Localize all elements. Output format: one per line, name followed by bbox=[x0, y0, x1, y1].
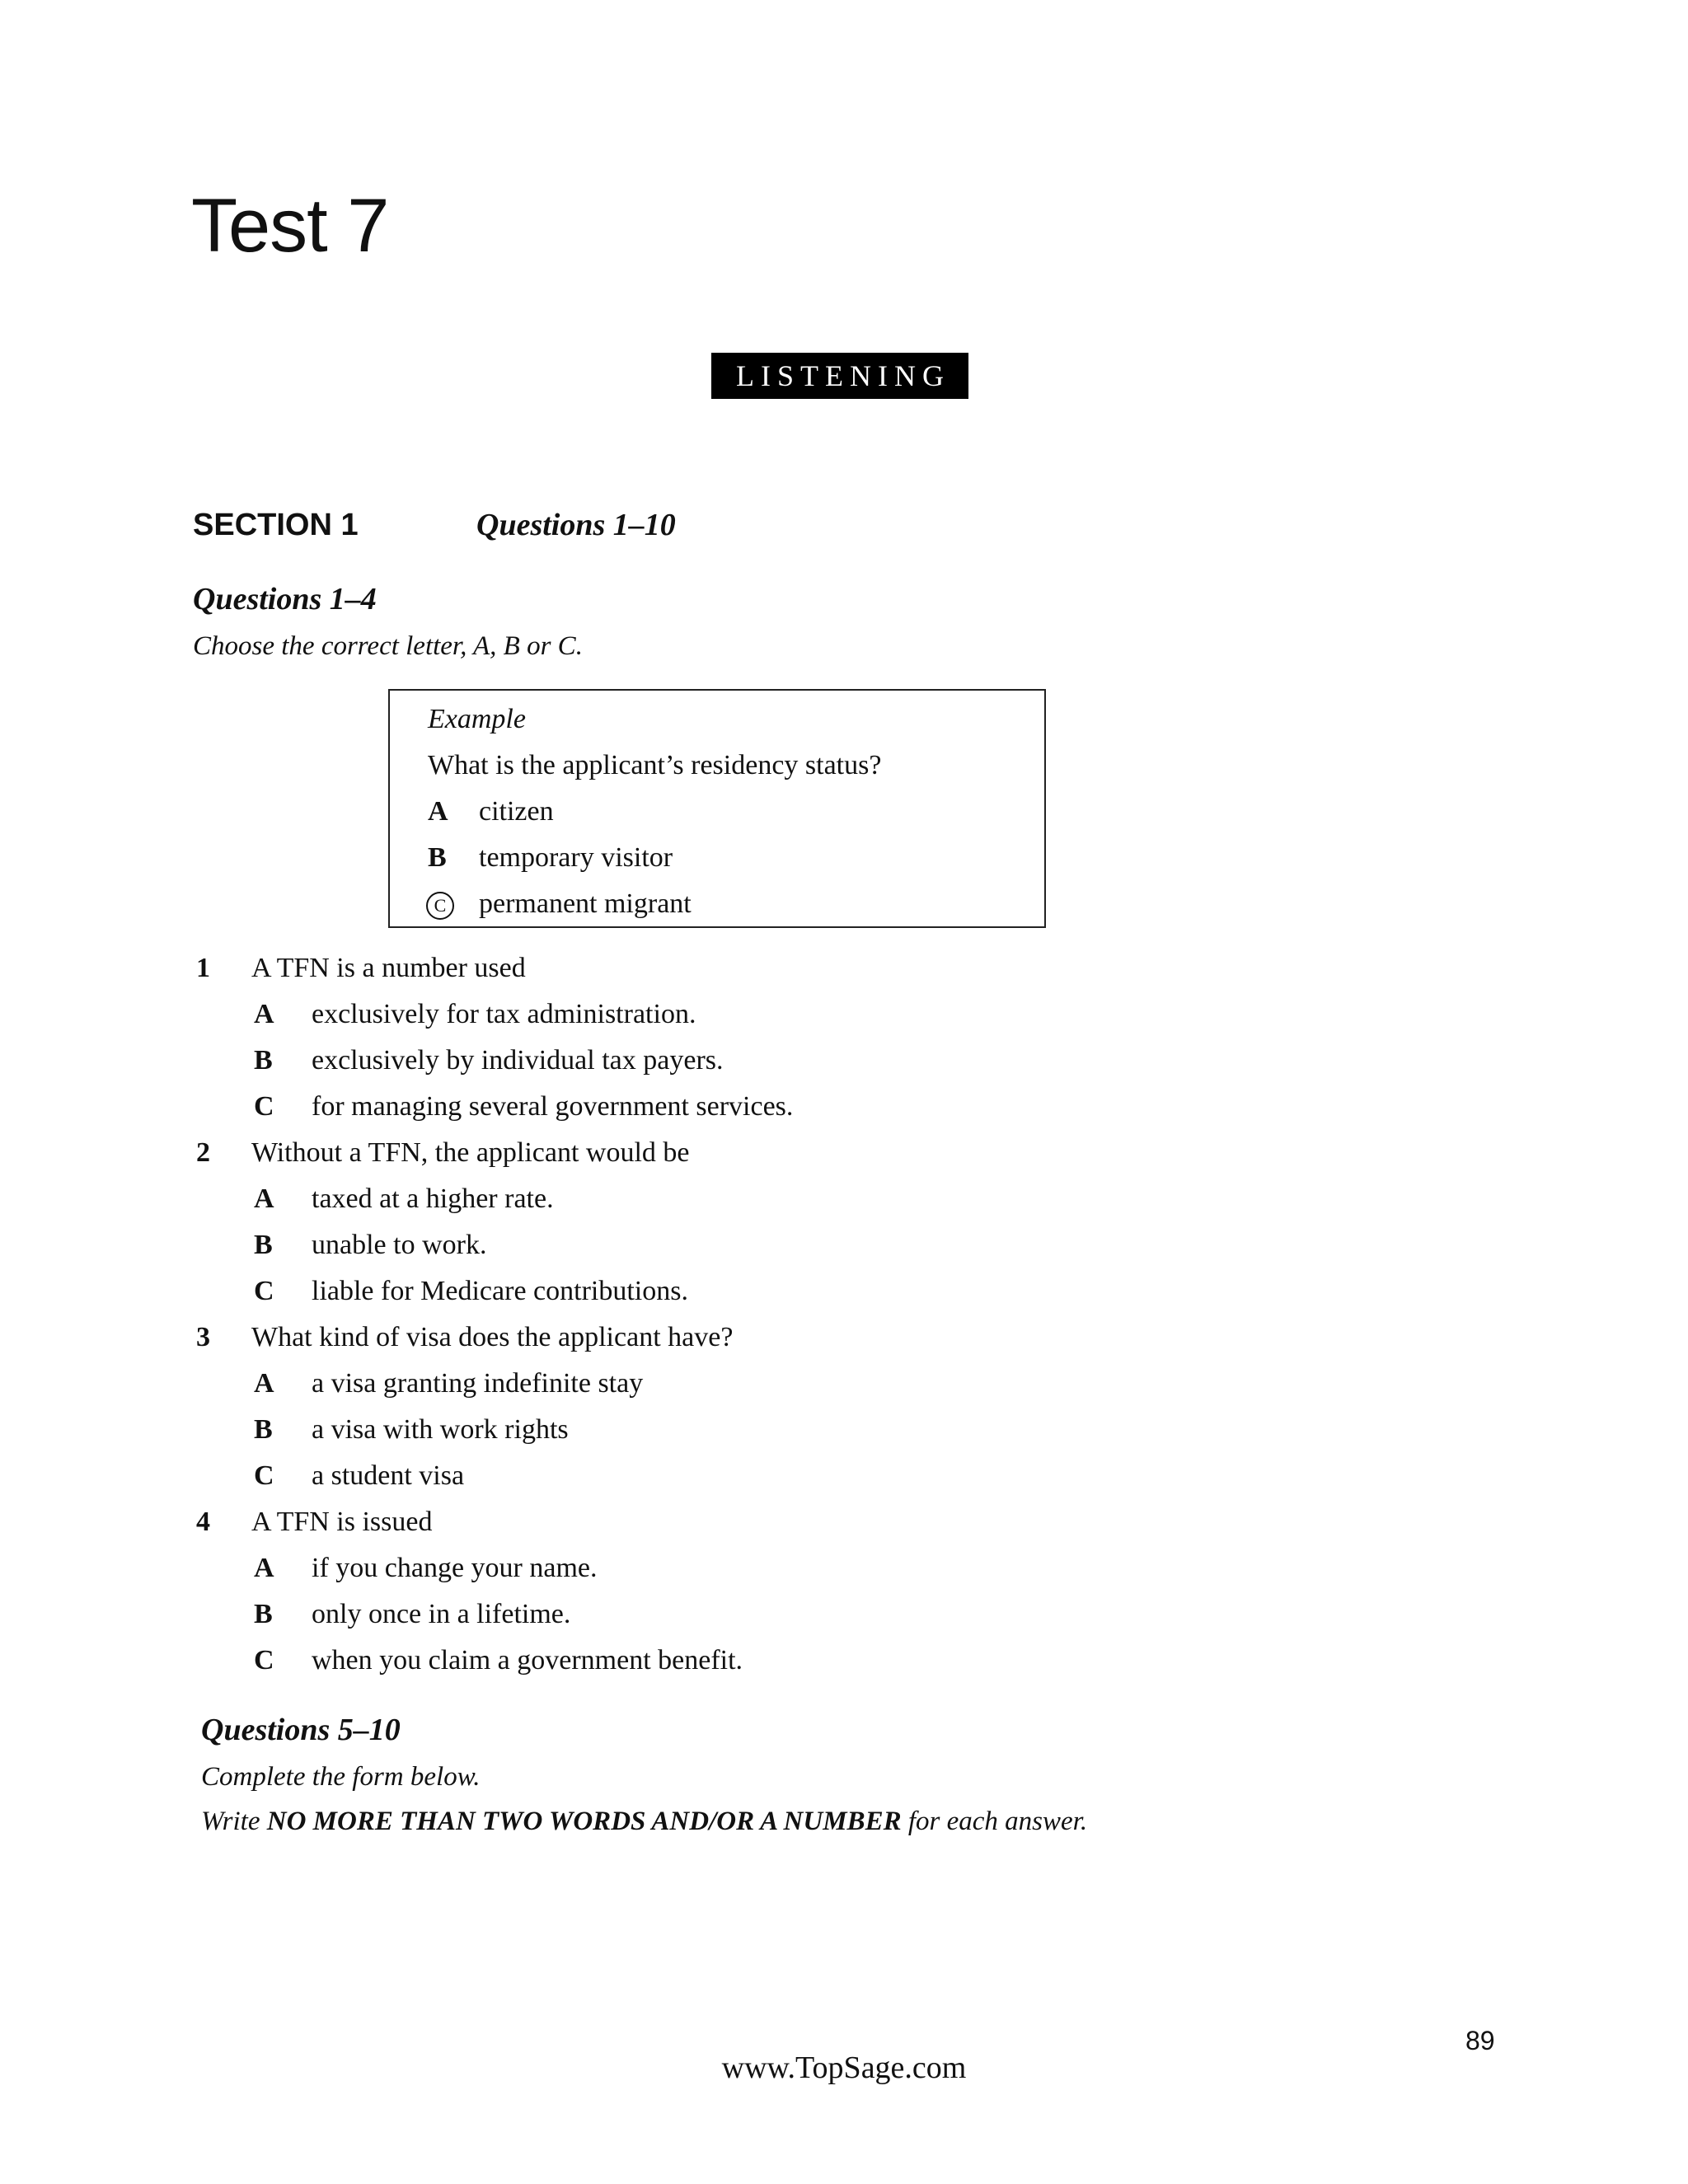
option-text: a visa with work rights bbox=[312, 1414, 569, 1445]
question-text: A TFN is a number used bbox=[251, 953, 526, 983]
option-letter: A bbox=[254, 1183, 274, 1214]
example-option-text: permanent migrant bbox=[479, 888, 692, 919]
option-letter: C bbox=[254, 1645, 274, 1675]
option-text: if you change your name. bbox=[312, 1553, 598, 1583]
option-text: unable to work. bbox=[312, 1230, 487, 1260]
instruction-word-limit: NO MORE THAN TWO WORDS AND/OR A NUMBER bbox=[266, 1807, 902, 1836]
example-option-letter-circled bbox=[428, 890, 479, 921]
option-text: taxed at a higher rate. bbox=[312, 1183, 554, 1214]
option-letter: C bbox=[254, 1276, 274, 1306]
option-text: a student visa bbox=[312, 1460, 465, 1491]
part2-instruction-2 bbox=[201, 1808, 1087, 1835]
question-number: 2 bbox=[196, 1137, 210, 1168]
example-label: Example bbox=[428, 704, 526, 734]
option-letter: B bbox=[254, 1045, 273, 1076]
instruction-prefix: Write bbox=[201, 1807, 267, 1836]
option-text: exclusively for tax administration. bbox=[312, 999, 696, 1029]
option-text: only once in a lifetime. bbox=[312, 1599, 571, 1629]
part2-heading: Questions 5–10 bbox=[201, 1713, 401, 1747]
option-letter: C bbox=[254, 1091, 274, 1122]
example-option-c bbox=[428, 890, 692, 921]
circled-answer-letter: C bbox=[426, 892, 454, 920]
example-option-a bbox=[428, 798, 554, 826]
example-box bbox=[388, 689, 1046, 928]
part1-instruction bbox=[193, 633, 583, 660]
part2-instruction-1: Complete the form below. bbox=[201, 1762, 481, 1792]
option-letter: C bbox=[254, 1460, 274, 1491]
option-text: when you claim a government benefit. bbox=[312, 1645, 743, 1675]
test-title: Test 7 bbox=[191, 184, 389, 268]
option-text: liable for Medicare contributions. bbox=[312, 1276, 688, 1306]
option-letter: A bbox=[254, 1368, 274, 1399]
option-text: exclusively by individual tax payers. bbox=[312, 1045, 724, 1076]
listening-badge: LISTENING bbox=[711, 353, 968, 399]
example-option-letter: B bbox=[428, 842, 447, 873]
option-letter: A bbox=[254, 999, 274, 1029]
option-letter: A bbox=[254, 1553, 274, 1583]
option-letter: B bbox=[254, 1414, 273, 1445]
part1-instruction-text: Choose the correct letter, A, B or C. bbox=[193, 631, 583, 661]
question-text: What kind of visa does the applicant have? bbox=[251, 1322, 734, 1352]
example-option-letter: A bbox=[428, 796, 448, 827]
question-text: A TFN is issued bbox=[251, 1507, 433, 1537]
section-label: SECTION 1 bbox=[193, 508, 359, 542]
option-text: for managing several government services. bbox=[312, 1091, 794, 1122]
question-number: 3 bbox=[196, 1322, 210, 1352]
question-text: Without a TFN, the applicant would be bbox=[251, 1137, 690, 1168]
example-option-text: temporary visitor bbox=[479, 842, 673, 873]
section-questions-range: Questions 1–10 bbox=[476, 508, 676, 542]
example-option-b bbox=[428, 844, 673, 872]
question-number: 4 bbox=[196, 1507, 210, 1537]
example-option-text: citizen bbox=[479, 796, 554, 827]
example-question: What is the applicant’s residency status? bbox=[428, 750, 882, 780]
footer-url[interactable]: www.TopSage.com bbox=[721, 2050, 967, 2085]
option-letter: B bbox=[254, 1230, 273, 1260]
part1-heading: Questions 1–4 bbox=[193, 582, 377, 616]
option-text: a visa granting indefinite stay bbox=[312, 1368, 644, 1399]
option-letter: B bbox=[254, 1599, 273, 1629]
page-number: 89 bbox=[1465, 2026, 1495, 2055]
question-number: 1 bbox=[196, 953, 210, 983]
instruction-suffix: for each answer. bbox=[901, 1807, 1088, 1836]
